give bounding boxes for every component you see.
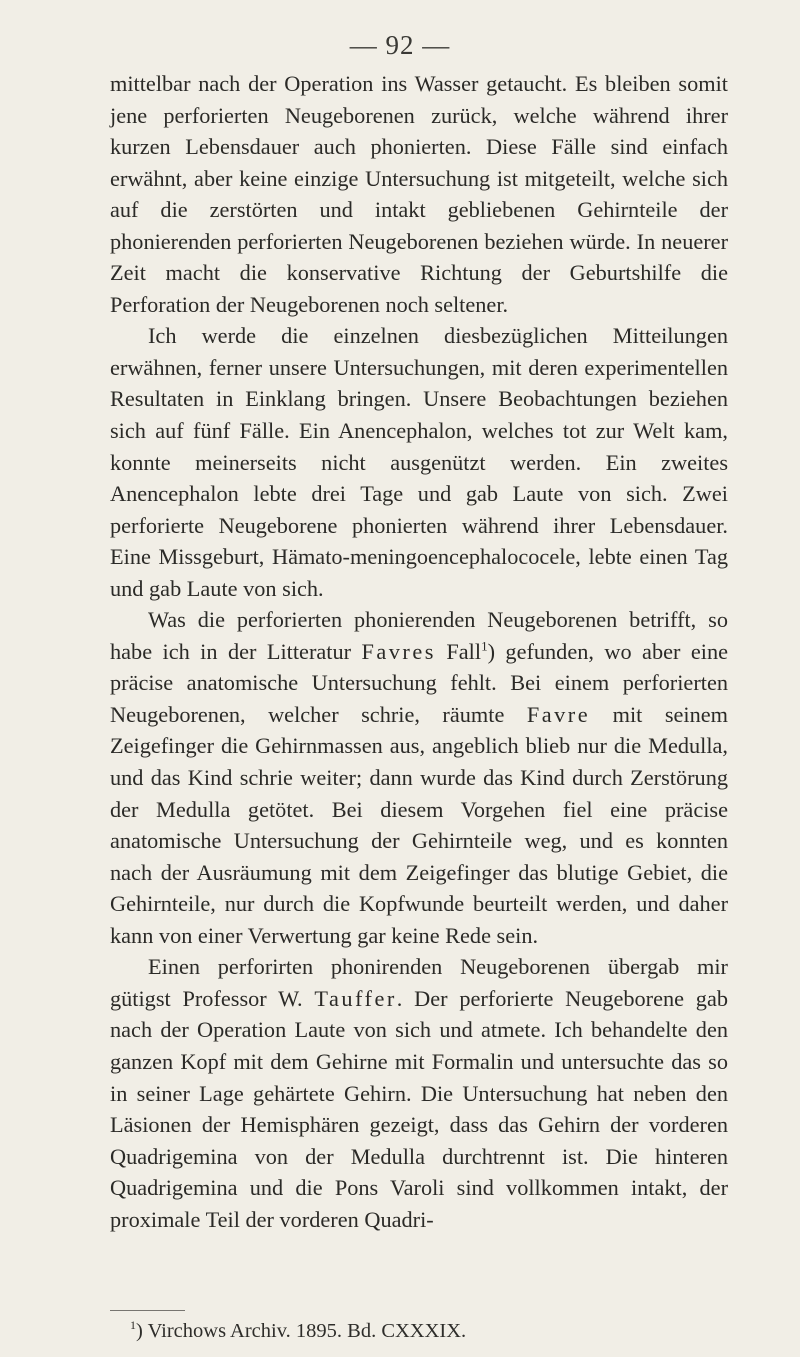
author-name-favres: Favres — [361, 638, 436, 664]
footnote-divider — [110, 1310, 185, 1311]
paragraph-3-text-end: mit seinem Zeigefinger die Gehirnmassen aus, angeblich blieb nur die Medulla, und das Kind schrie weiter; dann wurde das Kind durch Zerstörung der Medulla getötet. Bei diesem Vorgehen fiel eine präcise anatomische Untersuchung der Gehirnteile weg, und es konnten nach der Ausräumung mit dem Zeigefinger das blutige Gebiet, die Gehirnteile, nur durch die Kopfwunde beurteilt werden, und daher kann von einer Verwertung gar keine Rede sein. — [110, 701, 728, 948]
paragraph-3-text-mid: Fall — [435, 638, 482, 664]
paragraph-3-text-after: ) gefunden, wo aber eine präcise anatomische Untersuchung fehlt. Bei einem perforierten Neugeborenen, welcher schrie, räumte — [110, 638, 728, 727]
paragraph-2: Ich werde die einzelnen diesbezüglichen Mitteilungen erwähnen, ferner unsere Untersuchungen, mit deren experimentellen Resultaten in Einklang bringen. Unsere Beobachtungen beziehen sich auf fünf Fälle. Ein Anencephalon, welches tot zur Welt kam, konnte meinerseits nicht ausgenützt werden. Ein zweites Anencephalon lebte drei Tage und gab Laute von sich. Zwei perforierte Neugeborene phonierten während ihrer Lebensdauer. Eine Missgeburt, Hämato-meningoencephalococele, lebte einen Tag und gab Laute von sich. — [110, 323, 728, 601]
author-name-tauffer: Tauffer — [314, 985, 397, 1011]
footnote — [130, 1318, 730, 1344]
paragraph-4-text-before: Einen perforirten phonirenden Neugeborenen übergab mir gütigst Professor W. — [110, 954, 728, 1011]
paragraph-4 — [110, 951, 728, 1235]
footnote-mark: 1 — [130, 1318, 136, 1333]
footnote-text: ) Virchows Archiv. 1895. Bd. CXXXIX. — [136, 1320, 467, 1342]
body-text — [110, 68, 728, 1235]
paragraph-3 — [110, 604, 728, 951]
paragraph-3-text-before: Was die perforierten phonierenden Neugeborenen betrifft, so habe ich in der Litteratur — [110, 607, 728, 664]
author-name-favre: Favre — [526, 701, 591, 727]
paragraph-4-text-after: . Der perforierte Neugeborene gab nach der Operation Laute von sich und atmete. Ich behandelte den ganzen Kopf mit dem Gehirne mit Formalin und untersuchte das so in seiner Lage gehärtete Gehirn. Die Untersuchung hat neben den Läsionen der Hemisphären gezeigt, dass das Gehirn der vorderen Quadrigemina von der Medulla durchtrennt ist. Die hinteren Quadrigemina und die Pons Varoli sind vollkommen intakt, der proximale Teil der vorderen Quadri- — [110, 985, 728, 1232]
footnote-reference[interactable]: 1 — [481, 638, 488, 654]
paragraph-1: mittelbar nach der Operation ins Wasser getaucht. Es bleiben somit jene perforierten Neugeborenen zurück, welche während ihrer kurzen Lebensdauer auch phonierten. Diese Fälle sind einfach erwähnt, aber keine einzige Untersuchung ist mitgeteilt, welche sich auf die zerstörten und intakt gebliebenen Gehirnteile der phonierenden perforierten Neugeborenen beziehen würde. In neuerer Zeit macht die konservative Richtung der Geburtshilfe die Perforation der Neugeborenen noch seltener. — [110, 71, 728, 317]
page-number: — 92 — — [349, 30, 451, 60]
